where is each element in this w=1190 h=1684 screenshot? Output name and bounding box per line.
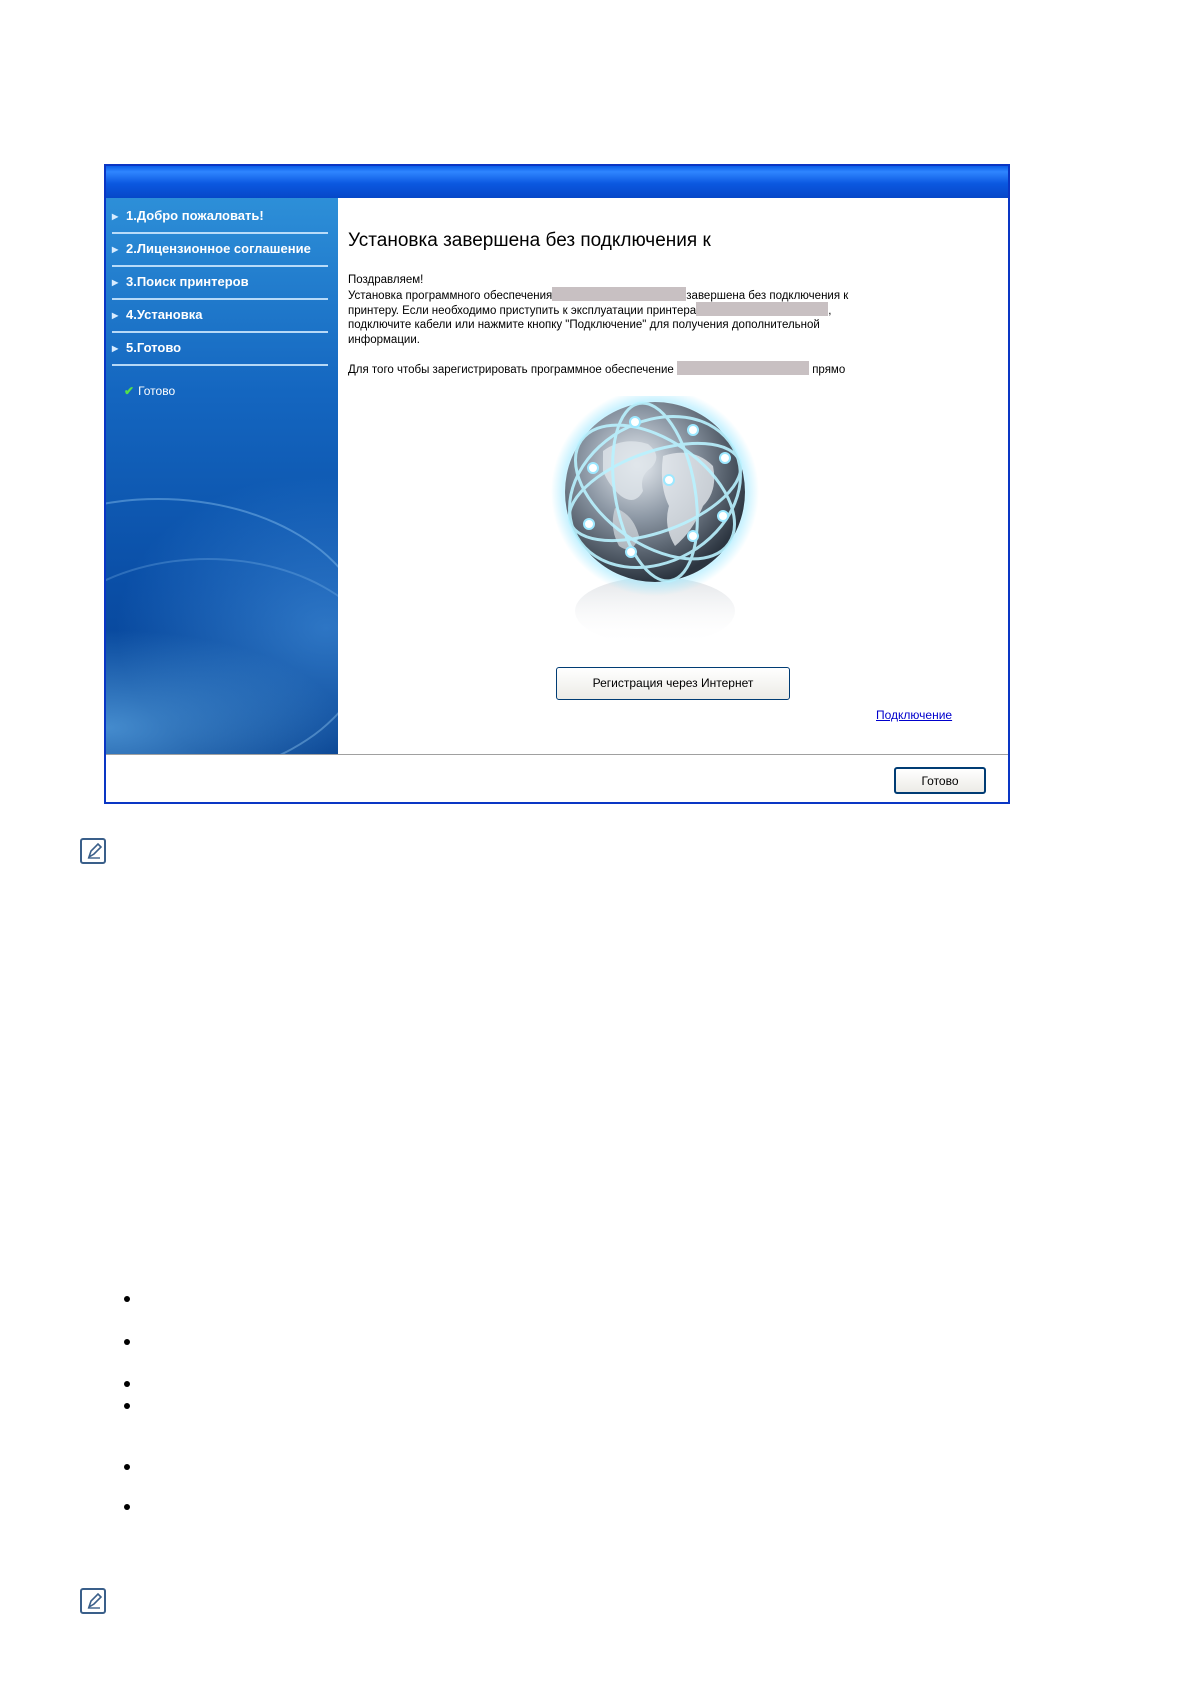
connect-link[interactable]: Подключение [876, 708, 953, 722]
main-content [338, 198, 1008, 754]
globe-icon [543, 396, 773, 646]
list-bullet [124, 1403, 130, 1409]
list-bullet [124, 1381, 130, 1387]
list-bullet [124, 1504, 130, 1510]
chevron-right-icon: ▶ [112, 311, 119, 320]
body-line: подключите кабели или нажмите кнопку "Подключение" для получения дополнительной [348, 319, 820, 331]
register-online-button[interactable]: Регистрация через Интернет [556, 667, 790, 700]
chevron-right-icon: ▶ [112, 344, 119, 353]
sidebar-step-license [112, 233, 328, 267]
window-titlebar[interactable] [106, 166, 1008, 198]
step-label: 3.Поиск принтеров [126, 274, 249, 289]
installer-window [104, 164, 1010, 804]
redacted-product-name [552, 287, 686, 301]
step-label: 4.Установка [126, 307, 203, 322]
redacted-product-name [677, 361, 809, 375]
note-icon [80, 1588, 106, 1614]
body-text: Установка программного обеспечения [348, 290, 553, 302]
note-icon [80, 838, 106, 864]
list-bullet [124, 1464, 130, 1470]
steps-sidebar [106, 198, 338, 754]
body-text: принтеру. Если необходимо приступить к эксплуатации принтера [348, 305, 697, 317]
sidebar-step-done [112, 332, 328, 366]
finish-button[interactable]: Готово [894, 767, 986, 794]
body-text: Для того чтобы зарегистрировать программное обеспечение [348, 364, 674, 376]
page-title: Установка завершена без подключения к [348, 230, 711, 251]
body-text: , [828, 305, 832, 317]
list-bullet [124, 1296, 130, 1302]
sidebar-decoration [106, 558, 338, 754]
chevron-right-icon: ▶ [112, 212, 119, 221]
step-label: 1.Добро пожаловать! [126, 208, 264, 223]
body-text: прямо [812, 364, 846, 376]
body-text: завершена без подключения к [686, 290, 849, 302]
redacted-printer-name [696, 302, 828, 316]
chevron-right-icon: ▶ [112, 278, 119, 287]
step-label: 2.Лицензионное соглашение [126, 241, 311, 256]
chevron-right-icon: ▶ [112, 245, 119, 254]
body-line [348, 361, 845, 378]
list-bullet [124, 1339, 130, 1345]
step-label: 5.Готово [126, 340, 182, 355]
status-label: Готово [138, 384, 176, 398]
check-icon: ✔ [124, 384, 135, 398]
window-footer [106, 754, 1008, 802]
body-line: информации. [348, 334, 420, 346]
congrats-text: Поздравляем! [348, 274, 424, 286]
sidebar-step-welcome [112, 200, 328, 234]
sidebar-status [124, 384, 175, 398]
sidebar-step-search [112, 266, 328, 300]
sidebar-step-install [112, 299, 328, 333]
